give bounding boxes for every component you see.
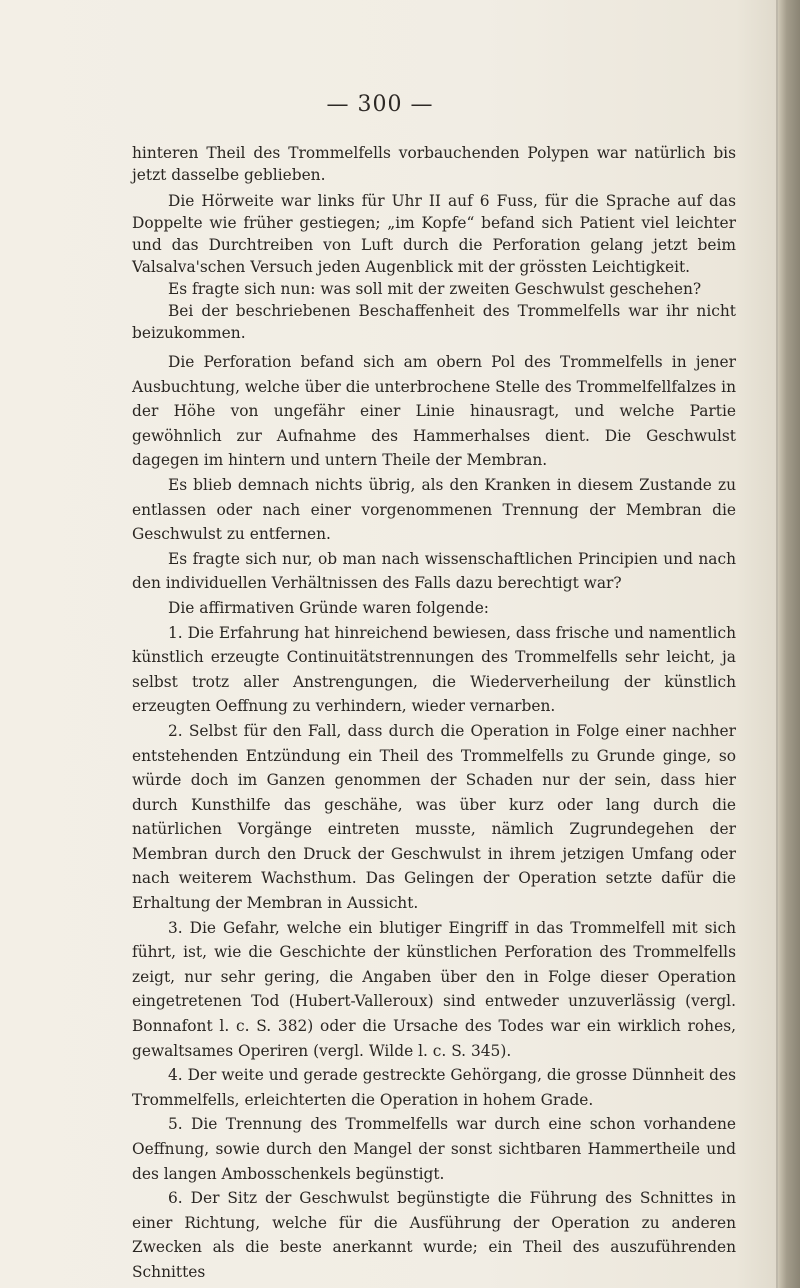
paragraph-2: Die Hörweite war links für Uhr II auf 6 Fuss, für die Sprache auf das Doppelte wie früher gestiegen; „im Kopfe“ befand sich Patient viel leichter und das Durchtreiben von Luft durch die Perforation gelang jetzt beim Valsalva'schen Versuch jeden Augenblick mit der grössten Leichtigkeit.: [132, 192, 736, 276]
paragraph-10: 2. Selbst für den Fall, dass durch die Operation in Folge einer nachher entstehenden Entzündung ein Theil des Trommelfells zu Grunde ginge, so würde doch im Ganzen genommen der Schaden nur der sein, dass hier durch Kunsthilfe das geschähe, was über kurz oder lang durch die natürlichen Vorgänge eintreten musste, nämlich Zugrundegehen der Membran durch den Druck der Geschwulst in ihrem jetzigen Umfang oder nach weiterem Wachsthum. Das Gelingen der Operation setzte dafür die Erhaltung der Membran in Aussicht.: [132, 721, 736, 913]
paragraph-7: Es fragte sich nur, ob man nach wissenschaftlichen Principien und nach den individuellen Verhältnissen des Falls dazu berechtigt war?: [132, 549, 736, 593]
paragraph-4: Bei der beschriebenen Beschaffenheit des Trommelfells war ihr nicht beizukommen.: [132, 302, 736, 342]
paragraph-11: 3. Die Gefahr, welche ein blutiger Eingriff in das Trommelfell mit sich führt, ist, wie die Geschichte der künstlichen Perforation des Trommelfells zeigt, nur sehr gering, die Angaben über den in Folge dieser Operation eingetretenen Tod (Hubert-Valleroux) sind entweder unzuverlässig (vergl. Bonnafont l. c. S. 382) oder die Ursache des Todes war ein wirklich rohes, gewaltsames Operiren (vergl. Wilde l. c. S. 345).: [132, 918, 736, 1060]
paragraph-1: hinteren Theil des Trommelfells vorbauchenden Polypen war natürlich bis jetzt dasselbe geblieben.: [132, 144, 736, 184]
paragraph-6: Es blieb demnach nichts übrig, als den Kranken in diesem Zustande zu entlassen oder nach einer vorgenommenen Trennung der Membran die Geschwulst zu entfernen.: [132, 475, 736, 544]
body-text: [132, 142, 736, 1285]
paragraph-5: Die Perforation befand sich am obern Pol des Trommelfells in jener Ausbuchtung, welche über die unterbrochene Stelle des Trommelfellfalzes in der Höhe von ungefähr einer Linie hinausragt, und welche Partie gewöhnlich zur Aufnahme des Hammerhalses dient. Die Geschwulst dagegen im hintern und untern Theile der Membran.: [132, 353, 736, 470]
paragraph-8: Die affirmativen Gründe waren folgende:: [168, 598, 489, 617]
page-edge-shadow: [778, 0, 800, 1288]
paragraph-9: 1. Die Erfahrung hat hinreichend bewiesen, dass frische und namentlich künstlich erzeugte Continuitätstrennungen des Trommelfells sehr leicht, ja selbst trotz aller Anstrengungen, die Wiederverheilung der künstlich erzeugten Oeffnung zu verhindern, wieder vernarben.: [132, 623, 736, 716]
paragraph-12: 4. Der weite und gerade gestreckte Gehörgang, die grosse Dünnheit des Trommelfells, erleichterten die Operation in hohem Grade.: [132, 1066, 736, 1109]
paragraph-14: 6. Der Sitz der Geschwulst begünstigte die Führung des Schnittes in einer Richtung, welche für die Ausführung der Operation zu anderen Zwecken als die beste anerkannt wurde; ein Theil des auszuführenden Schnittes: [132, 1189, 736, 1281]
paragraph-13: 5. Die Trennung des Trommelfells war durch eine schon vorhandene Oeffnung, sowie durch den Mangel der sonst sichtbaren Hammertheile und des langen Ambosschenkels begünstigt.: [132, 1115, 736, 1183]
page-number: — 300 —: [326, 92, 434, 117]
paragraph-3: Es fragte sich nun: was soll mit der zweiten Geschwulst geschehen?: [168, 280, 702, 298]
